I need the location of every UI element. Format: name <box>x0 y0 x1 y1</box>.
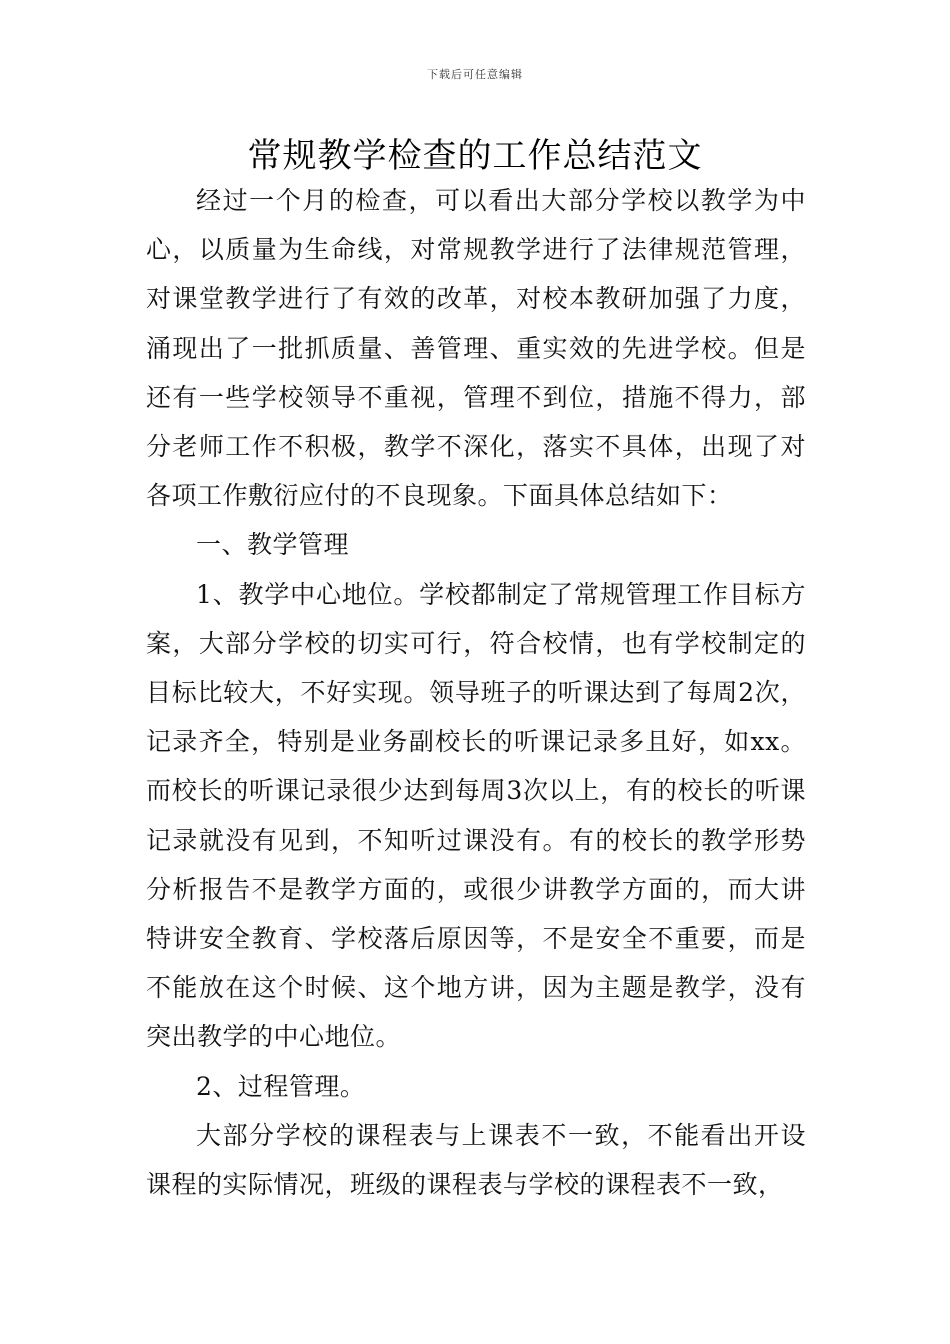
document-title: 常规教学检查的工作总结范文 <box>247 136 703 176</box>
subheading-process-management: 2、过程管理。 <box>196 1071 366 1101</box>
header-note: 下载后可任意编辑 <box>427 68 523 81</box>
intro-paragraph: 经过一个月的检查，可以看出大部分学校以教学为中心，以质量为生命线，对常规教学进行了法律规范管理，对课堂教学进行了有效的改革，对校本教研加强了力度，涌现出了一批抓质量、善管理、重实效的先进学校。但是还有一些学校领导不重视，管理不到位，措施不得力，部分老师工作不积极，教学不深化，落实不具体，出现了对各项工作敷衍应付的不良现象。下面具体总结如下： <box>146 186 806 511</box>
paragraph-teaching-center: 1、教学中心地位。学校都制定了常规管理工作目标方案，大部分学校的切实可行，符合校情，也有学校制定的目标比较大，不好实现。领导班子的听课达到了每周2次，记录齐全，特别是业务副校长的听课记录多且好，如xx。而校长的听课记录很少达到每周3次以上，有的校长的听课记录就没有见到，不知听过课没有。有的校长的教学形势分析报告不是教学方面的，或很少讲教学方面的，而大讲特讲安全教育、学校落后原因等，不是安全不重要，而是不能放在这个时候、这个地方讲，因为主题是教学，没有突出教学的中心地位。 <box>146 579 806 1052</box>
paragraph-process-management: 大部分学校的课程表与上课表不一致，不能看出开设课程的实际情况，班级的课程表与学校的课程表不一致， <box>146 1120 806 1200</box>
section-heading-teaching-management: 一、教学管理 <box>196 530 350 560</box>
document-body <box>146 176 806 1209</box>
